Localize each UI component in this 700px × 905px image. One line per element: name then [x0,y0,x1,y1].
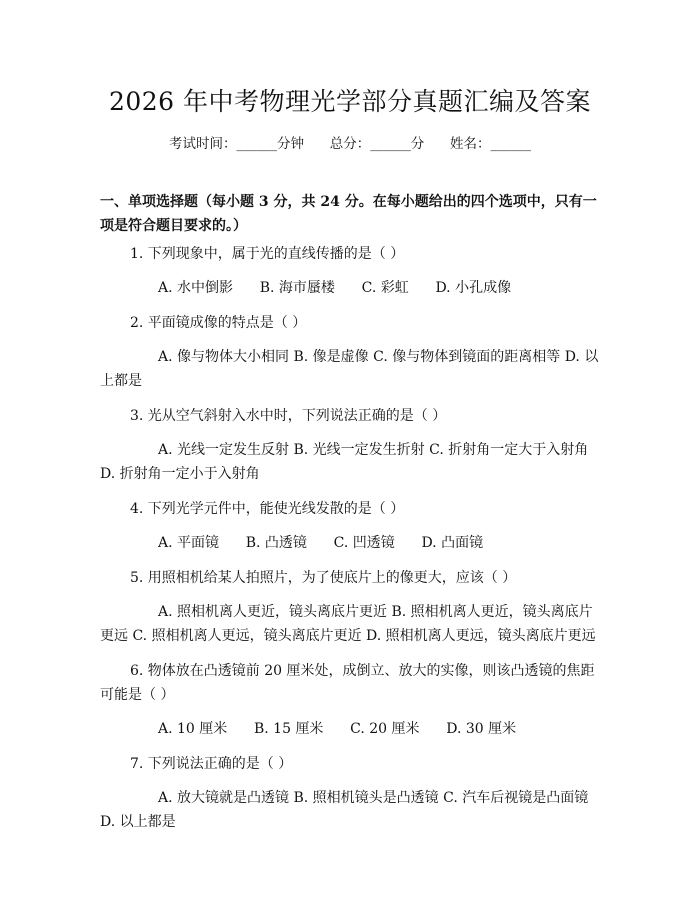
question-options [100,345,600,393]
option-a: A. 照相机离人更近，镜头离底片更近 [158,604,388,620]
question-options [100,276,600,300]
option-b: B. 照相机离人更近，镜头离底片更远 [100,604,593,644]
option-d: D. 凸面镜 [421,535,484,551]
option-c: C. 彩虹 [361,280,409,296]
question-stem: 1. 下列现象中，属于光的直线传播的是（ ） [130,246,405,262]
exam-info-line [0,132,700,152]
question-stem: 7. 下列说法正确的是（ ） [130,756,293,772]
option-a: A. 平面镜 [158,535,220,551]
option-a: A. 放大镜就是凸透镜 [158,790,290,806]
option-c: C. 折射角一定大于入射角 [429,442,589,458]
option-b: B. 照相机镜头是凸透镜 [293,790,439,806]
option-b: B. 光线一定发生折射 [293,442,425,458]
question-stem: 3. 光从空气斜射入水中时，下列说法正确的是（ ） [130,408,447,424]
option-a: A. 光线一定发生反射 [158,442,290,458]
question-stem: 5. 用照相机给某人拍照片，为了使底片上的像更大，应该（ ） [130,570,517,586]
question-stem: 2. 平面镜成像的特点是（ ） [130,315,307,331]
exam-info-text: 考试时间：______分钟 总分：______分 姓名：______ [169,136,531,152]
option-b: B. 像是虚像 [293,349,369,365]
option-d: D. 以上都是 [100,814,176,830]
question-stem: 4. 下列光学元件中，能使光线发散的是（ ） [130,501,405,517]
option-d: D. 以上都是 [100,349,599,389]
question-list [100,242,600,845]
option-a: A. 水中倒影 [158,280,234,296]
question-options [100,600,600,648]
option-d: D. 照相机离人更远，镜头离底片更远 [366,628,596,644]
question-options [100,786,600,834]
question-stem: 6. 物体放在凸透镜前 20 厘米处，成倒立、放大的实像，则该凸透镜的焦距可能是（ ） [100,663,595,703]
option-c: C. 20 厘米 [350,721,420,737]
option-c: C. 汽车后视镜是凸面镜 [443,790,589,806]
option-b: B. 凸透镜 [245,535,307,551]
document-title: 2026 年中考物理光学部分真题汇编及答案 [108,87,592,116]
option-d: D. 小孔成像 [435,280,512,296]
option-c: C. 像与物体到镜面的距离相等 [373,349,561,365]
question-options [100,717,600,741]
option-c: C. 照相机离人更远，镜头离底片更近 [132,628,362,644]
option-b: B. 15 厘米 [253,721,324,737]
option-a: A. 10 厘米 [158,721,228,737]
option-d: D. 30 厘米 [446,721,517,737]
question-options [100,438,600,486]
option-d: D. 折射角一定小于入射角 [100,466,260,482]
option-b: B. 海市蜃楼 [259,280,335,296]
question-options [100,531,600,555]
option-c: C. 凹透镜 [333,535,395,551]
section-heading: 一、单项选择题（每小题 3 分，共 24 分。在每小题给出的四个选项中，只有一项是符合题目要求的。） [100,194,597,234]
option-a: A. 像与物体大小相同 [158,349,290,365]
